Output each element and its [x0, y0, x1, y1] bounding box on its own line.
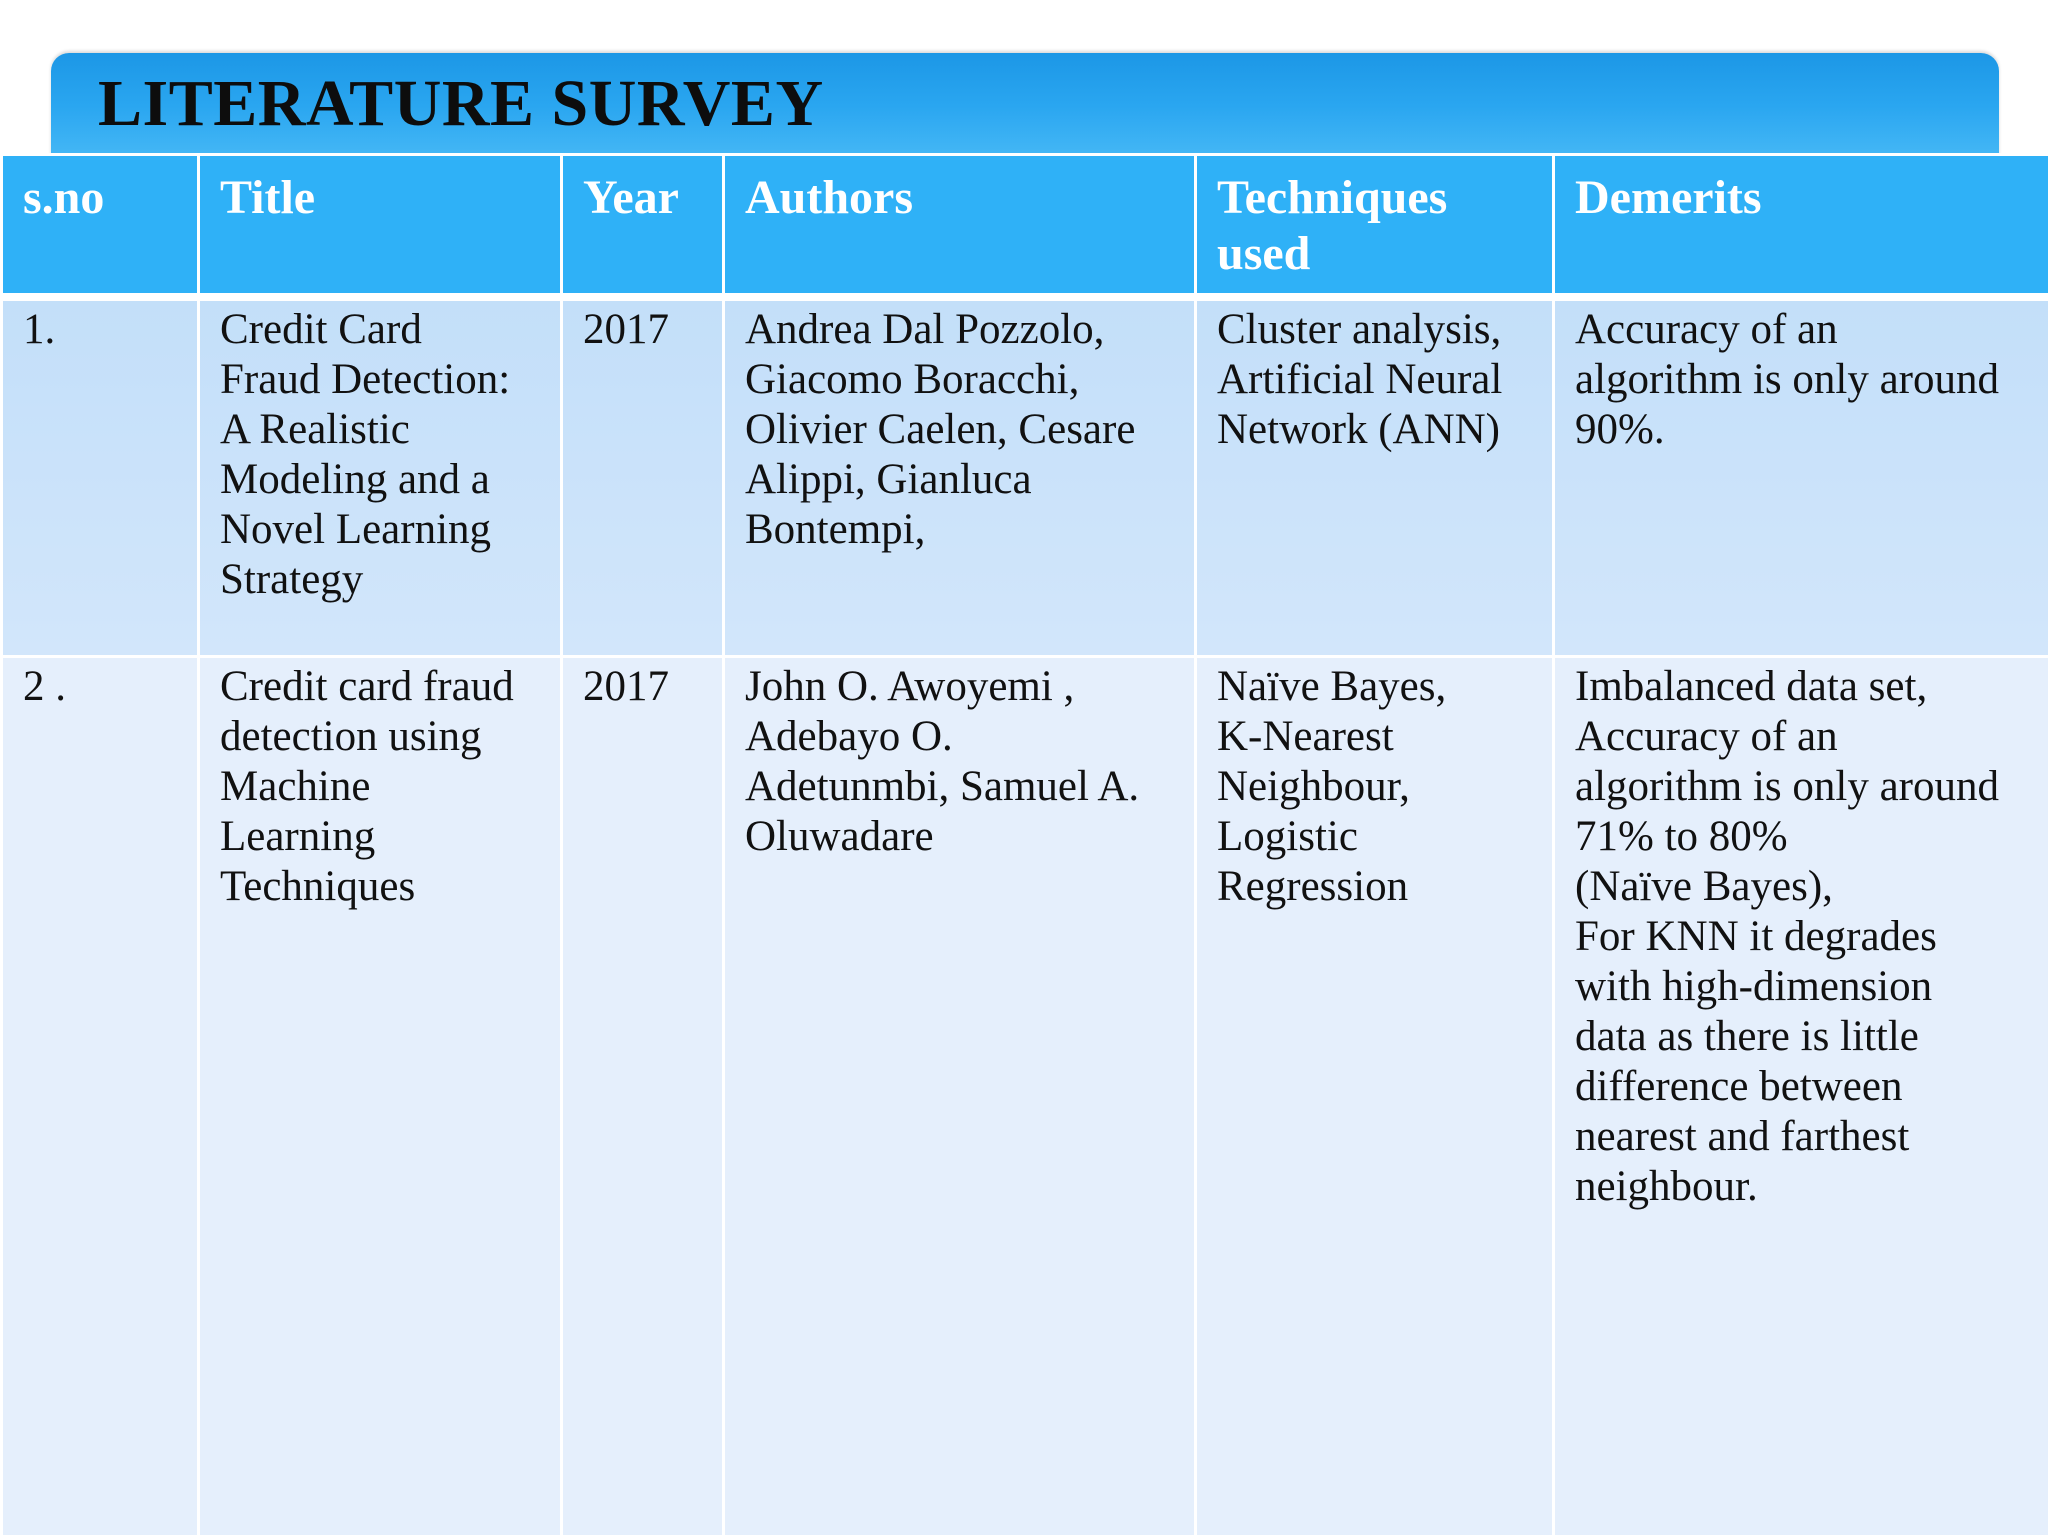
cell-text: Oluwadare [745, 812, 1180, 862]
header-demerits-label: Demerits [1575, 170, 2030, 226]
cell-text: Novel Learning [220, 505, 546, 555]
cell-text: data as there is little [1575, 1012, 2034, 1062]
cell-text: A Realistic [220, 405, 546, 455]
cell-text: 2 . [23, 662, 183, 712]
cell-text: Adebayo O. [745, 712, 1180, 762]
cell-text: algorithm is only around [1575, 762, 2034, 812]
table-row [2, 657, 2048, 1537]
cell-text: neighbour. [1575, 1162, 2034, 1212]
cell-text: Adetunmbi, Samuel A. [745, 762, 1180, 812]
cell-text: 1. [23, 305, 183, 355]
cell-text: Giacomo Boracchi, [745, 355, 1180, 405]
cell-text: Strategy [220, 555, 546, 605]
cell-text: Accuracy of an [1575, 305, 2034, 355]
cell-title [199, 657, 562, 1537]
cell-text: K-Nearest [1217, 712, 1538, 762]
header-techniques [1196, 155, 1554, 297]
cell-text: Naïve Bayes, [1217, 662, 1538, 712]
cell-text: detection using [220, 712, 546, 762]
cell-text: Machine [220, 762, 546, 812]
cell-text: Techniques [220, 862, 546, 912]
cell-text: 2017 [583, 662, 708, 712]
cell-text: 71% to 80% [1575, 812, 2034, 862]
cell-text: 2017 [583, 305, 708, 355]
cell-text: Fraud Detection: [220, 355, 546, 405]
cell-text: nearest and farthest [1575, 1112, 2034, 1162]
cell-techniques [1196, 297, 1554, 657]
header-sno [2, 155, 199, 297]
cell-text: Olivier Caelen, Cesare [745, 405, 1180, 455]
cell-sno [2, 657, 199, 1537]
table-row [2, 297, 2048, 657]
cell-text: Neighbour, [1217, 762, 1538, 812]
cell-text: Modeling and a [220, 455, 546, 505]
header-demerits [1554, 155, 2048, 297]
cell-text: Accuracy of an [1575, 712, 2034, 762]
cell-text: (Naïve Bayes), [1575, 862, 2034, 912]
header-techniques-label-line1: Techniques [1217, 170, 1534, 226]
cell-text: Network (ANN) [1217, 405, 1538, 455]
header-year [562, 155, 724, 297]
cell-title [199, 297, 562, 657]
cell-text: with high-dimension [1575, 962, 2034, 1012]
cell-text: Credit Card [220, 305, 546, 355]
cell-text: Regression [1217, 862, 1538, 912]
literature-survey-table [0, 153, 2048, 1538]
cell-demerits [1554, 657, 2048, 1537]
header-authors [724, 155, 1196, 297]
cell-text: Artificial Neural [1217, 355, 1538, 405]
cell-text: Credit card fraud [220, 662, 546, 712]
cell-year [562, 297, 724, 657]
cell-text: difference between [1575, 1062, 2034, 1112]
cell-text: 90%. [1575, 405, 2034, 455]
table-header-row [2, 155, 2048, 297]
header-authors-label: Authors [745, 170, 1176, 226]
slide-title: LITERATURE SURVEY [98, 62, 824, 146]
cell-text: Cluster analysis, [1217, 305, 1538, 355]
cell-text: Bontempi, [745, 505, 1180, 555]
cell-text: Logistic [1217, 812, 1538, 862]
header-sno-label: s.no [23, 170, 179, 226]
cell-techniques [1196, 657, 1554, 1537]
header-title-label: Title [220, 170, 542, 226]
header-title [199, 155, 562, 297]
cell-year [562, 657, 724, 1537]
cell-authors [724, 297, 1196, 657]
header-year-label: Year [583, 170, 704, 226]
cell-sno [2, 297, 199, 657]
cell-authors [724, 657, 1196, 1537]
cell-text: For KNN it degrades [1575, 912, 2034, 962]
header-techniques-label-line2: used [1217, 226, 1534, 282]
cell-text: John O. Awoyemi , [745, 662, 1180, 712]
cell-text: algorithm is only around [1575, 355, 2034, 405]
cell-text: Learning [220, 812, 546, 862]
cell-text: Alippi, Gianluca [745, 455, 1180, 505]
cell-demerits [1554, 297, 2048, 657]
cell-text: Andrea Dal Pozzolo, [745, 305, 1180, 355]
cell-text: Imbalanced data set, [1575, 662, 2034, 712]
